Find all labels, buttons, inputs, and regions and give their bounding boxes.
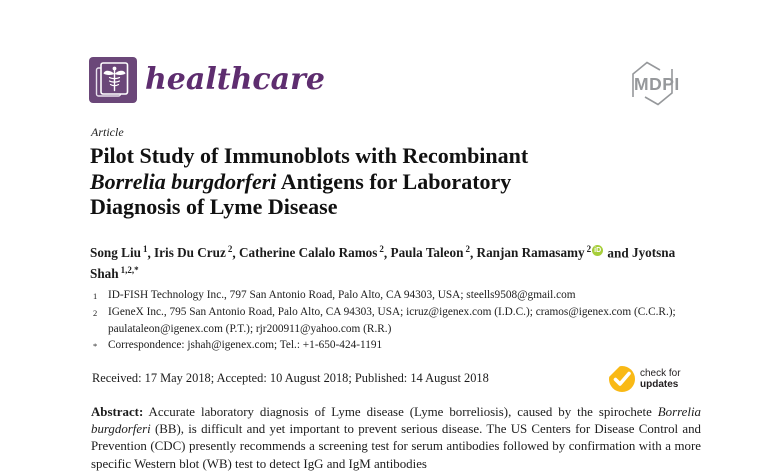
abstract-text-1: Accurate laboratory diagnosis of Lyme disease (Lyme borreliosis), caused by the spirochete — [143, 405, 658, 419]
author: Ranjan Ramasamy $^2$ — [476, 244, 592, 261]
affiliation-row — [93, 337, 693, 354]
abstract-paragraph — [91, 404, 701, 473]
badge-line2: updates — [640, 379, 679, 390]
healthcare-journal-icon — [89, 57, 137, 103]
publication-dates: Received: 17 May 2018; Accepted: 10 August 2018; Published: 14 August 2018 — [92, 371, 489, 385]
correspondence-text: Correspondence: jshah@igenex.com; Tel.: +1-650-424-1191 — [108, 339, 383, 352]
author: Iris Du Cruz $^2$ — [154, 244, 233, 261]
badge-line1: check for — [640, 368, 681, 379]
mdpi-logo — [618, 56, 686, 115]
title-species-italic: Borrelia burgdorferi — [90, 168, 277, 194]
mdpi-logo-icon — [618, 56, 686, 110]
check-for-updates-badge[interactable] — [609, 366, 681, 392]
affiliation-text: IGeneX Inc., 795 San Antonio Road, Palo Alto, CA 94303, USA; icruz@igenex.com (I.D.C.); cramos@igenex.com (C.C.R.); paulataleon@igenex.com (P.T.); rjr200911@yahoo.com (R.R.) — [108, 306, 676, 335]
badge-text — [640, 368, 681, 390]
journal-logo — [89, 57, 325, 103]
paper-title — [90, 143, 665, 220]
affiliations — [93, 287, 693, 355]
abstract-label: Abstract: — [91, 405, 144, 419]
affiliation-row — [93, 304, 693, 337]
affiliation-marker: 1 — [93, 291, 98, 301]
crossmark-check-icon — [609, 366, 635, 392]
correspondence-marker: * — [93, 341, 98, 352]
title-line2-rest: Antigens for Laboratory — [276, 168, 512, 194]
mdpi-wordmark: MDPI — [634, 74, 680, 94]
journal-wordmark: healthcare — [145, 62, 325, 97]
author: Paula Taleon $^2$ — [390, 244, 470, 261]
author: Jyotsna Shah $^{1,2,*}$ — [90, 245, 676, 282]
author: Catherine Calalo Ramos $^2$ — [238, 244, 384, 261]
affiliation-row — [93, 287, 693, 304]
article-type-label: Article — [91, 125, 124, 139]
title-line3: Diagnosis of Lyme Disease — [90, 194, 338, 219]
and-connector: and — [604, 245, 632, 261]
author: Song Liu $^1$ — [90, 244, 148, 261]
abstract-text-2: (BB), is difficult and yet important to prevent serious disease. The US Centers for Disease Control and Prevention (CDC) presently recommends a screening test for serum antibodies followed by confirmation with a more specific Western blot (WB) test to detect IgG and IgM antibodies — [91, 422, 701, 471]
affiliation-text: ID-FISH Technology Inc., 797 San Antonio Road, Palo Alto, CA 94303, USA; steells9508@gmail.com — [108, 289, 576, 301]
orcid-icon[interactable]: iD — [594, 247, 602, 254]
author-list: Song Liu $^1$, Iris Du Cruz $^2$, Catherine Calalo Ramos $^2$, Paula Taleon $^2$, Ranjan Ramasamy $^2$ iD and Jyotsna Shah $^{1,2,*}$ — [90, 244, 676, 282]
title-line1: Pilot Study of Immunoblots with Recombinant — [90, 143, 529, 168]
abstract-species-italic: Borrelia burgdorferi — [91, 405, 701, 437]
affiliation-marker: 2 — [93, 308, 98, 319]
